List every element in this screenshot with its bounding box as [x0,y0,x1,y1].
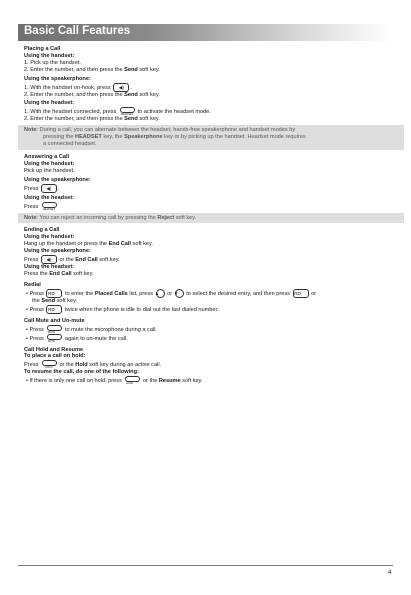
ending-title: Ending a Call [24,227,60,234]
mute-key-icon: MUTE [46,334,62,343]
ending-handset-heading: Using the handset: [24,234,75,241]
redial-key-icon: RD [46,289,62,298]
placing-speaker-heading: Using the speakerphone: [24,75,91,82]
ending-headset-step: Press the End Call soft key. [24,270,94,277]
placing-headset-heading: Using the headset: [24,100,75,107]
up-arrow-icon: ▲ [156,289,165,298]
placing-speaker-step2: 2. Enter the number, and then press the Send soft key. [24,91,160,98]
hold-place-step: Press HOLD or the Hold soft key during an active call. [24,362,162,370]
hold-place-heading: To place a call on hold: [24,353,86,360]
redial-key-icon: RD [293,289,309,298]
answering-speaker-step: Press ◀) . [24,185,60,192]
hold-resume-heading: To resume the call, do one of the following: [24,369,139,376]
note-alternate-modes: Note: During a call, you can alternate between the headset, hands-free speakerphone and handset modes by pressing the HEADSET key, the Speakerphone key or by picking up the handset. Headset mode requires a connected headset. [18,125,404,150]
down-arrow-icon: ▼ [175,289,184,298]
placing-title: Placing a Call [24,46,61,52]
placing-handset-step1: 1. Pick up the handset. [24,59,81,66]
redial-key-icon: RD [46,305,62,314]
redial-bullet-2: • Press RD twice when the phone is idle to dial out the last dialed number. [26,306,219,313]
answering-speaker-heading: Using the speakerphone: [24,176,91,183]
speaker-key-icon: ◀) [41,184,57,193]
hold-title: Call Hold and Resume [24,346,84,353]
page-number: 4 [388,570,392,576]
placing-speaker-step1: 1. With the handset on-hook, press ◀) . [24,84,132,91]
ending-headset-heading: Using the headset: [24,264,75,271]
answering-handset-step: Pick up the handset. [24,167,75,174]
ending-speaker-step: Press ◀) or the End Call soft key. [24,257,120,264]
answering-handset-heading: Using the handset: [24,160,75,167]
mute-bullet-1: • Press MUTE to mute the microphone during a call. [26,326,157,334]
placing-handset-step2: 2. Enter the number, and then press the Send soft key. [24,66,160,73]
page-title: Basic Call Features [24,25,131,37]
speaker-key-icon: ◀) [41,255,57,264]
mute-bullet-2: • Press MUTE again to un-mute the call. [26,335,128,343]
speaker-key-icon: ◀) [113,83,129,92]
redial-title: Redial [24,281,41,288]
ending-handset-step: Hang up the handset or press the End Call soft key. [24,241,153,248]
hold-resume-bullet-1: • If there is only one call on hold, press HOLD or the Resume soft key. [26,378,203,386]
answering-headset-heading: Using the headset: [24,194,75,201]
redial-bullet-1: • Press RD to enter the Placed Calls list, press ▲ or ▼ to select the desired entry, and then press RD or the Send soft key. [26,290,317,304]
placing-headset-step2: 2. Enter the number, and then press the Send soft key. [24,116,160,123]
section-header [18,24,393,41]
placing-handset-heading: Using the handset: [24,52,75,59]
placing-headset-step1: 1. With the headset connected, press HEADSET to activate the headset mode. [24,109,211,117]
ending-speaker-heading: Using the speakerphone: [24,248,91,255]
answering-title: Answering a Call [24,153,70,160]
mute-title: Call Mute and Un-mute [24,317,85,324]
headset-key-icon: HEADSET [41,202,57,211]
headset-key-icon: HEADSET [119,107,135,116]
document-body [24,46,392,385]
hold-key-icon: HOLD [124,376,140,385]
hold-key-icon: HOLD [41,360,57,369]
footer-rule [18,565,393,566]
mute-key-icon: MUTE [46,325,62,334]
answering-headset-step: Press HEADSET [24,203,55,211]
note-reject: Note: You can reject an incoming call by pressing the Reject soft key. [18,213,404,224]
